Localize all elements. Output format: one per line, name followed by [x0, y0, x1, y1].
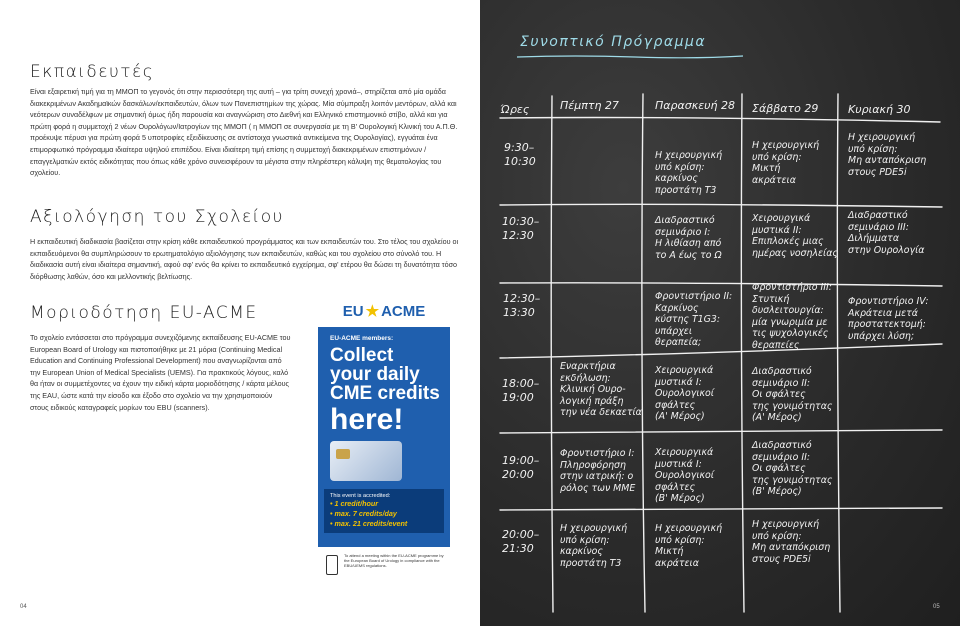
cell-sun-slot1: Η χειρουργική υπό κρίση: Μη ανταπόκριση στους PDE5i	[848, 132, 927, 178]
flyer-members-label: EU-ACME members:	[330, 335, 394, 342]
urology-logo-icon	[326, 555, 338, 575]
cell-sat-slot3: Φροντιστήριο ΙΙΙ: Στυτική δυσλειτουργία: μία γνωριμία με τις ψυχολογικές θεραπείες	[752, 282, 832, 351]
section-text-accreditation: Το σχολείο εντάσσεται στο πρόγραμμα συνεχιζόμενης εκπαίδευσης EU-ACME του European Board of Urology και πιστοποιήθηκε με 21 μόρια (Continuing Medical Education and Continuing Professional Development) που αναγνωρίζονται από την European Union of Medical Specialists (UEMS). Για πρακτικούς λόγους, καλό θα ήταν οι συμμετέχοντες να έχουν την ειδική κάρτα μοριοδότησης / κάρτα μέλους της EAU, ώστε κατά την είσοδο και έξοδο στο σχολείο να την χρησιμοποιούν στους ειδικούς καταγραφείς μορίων του EBU (scanners).	[30, 333, 291, 412]
section-title-evaluation: Αξιολόγηση του Σχολείου	[30, 207, 284, 227]
time-slot-2: 10:30– 12:30	[502, 215, 540, 242]
time-slot-3: 12:30– 13:30	[503, 292, 541, 319]
membership-card-image	[330, 441, 402, 481]
time-slot-6: 20:00– 21:30	[502, 528, 540, 555]
cell-fri-slot2: Διαδραστικό σεμινάριο Ι: Η λιθίαση από το Α έως το Ω	[655, 215, 722, 261]
cell-sat-slot5: Διαδραστικό σεμινάριο ΙΙ: Οι σφάλτες της γονιμότητας (Β' Μέρος)	[752, 440, 833, 497]
header-friday: Παρασκευή 28	[655, 99, 735, 112]
flyer-accreditation-box	[324, 489, 444, 533]
flyer-footer	[318, 547, 450, 597]
cell-fri-slot6: Η χειρουργική υπό κρίση: Μικτή ακράτεια	[655, 523, 723, 569]
eu-acme-logo	[318, 295, 450, 327]
cell-sat-slot6: Η χειρουργική υπό κρίση: Μη ανταπόκριση στους PDE5i	[752, 519, 831, 565]
flyer-headline-here: here!	[330, 403, 404, 436]
section-title-accreditation: Μοριοδότηση EU-ACME	[30, 303, 258, 323]
time-slot-1: 9:30– 10:30	[504, 141, 536, 168]
header-thursday: Πέμπτη 27	[560, 99, 619, 112]
schedule-title: Συνοπτικό Πρόγραμμα	[520, 34, 707, 50]
time-slot-4: 18:00– 19:00	[502, 377, 540, 404]
cell-sat-slot4: Διαδραστικό σεμινάριο ΙΙ: Οι σφάλτες της γονιμότητας (Α' Μέρος)	[752, 366, 833, 423]
cell-sat-slot1: Η χειρουργική υπό κρίση: Μικτή ακράτεια	[752, 140, 820, 186]
section-title-instructors: Εκπαιδευτές	[30, 62, 155, 82]
flyer-accredited-label: This event is accredited:	[330, 493, 391, 499]
flyer-credit-day: • max. 7 credits/day	[330, 509, 397, 518]
cell-sun-slot3: Φροντιστήριο ΙV: Ακράτεια μετά προστατεκτομή: υπάρχει λύση;	[848, 296, 929, 342]
cell-fri-slot5: Χειρουργικά μυστικά Ι: Ουρολογικοί σφάλτες (Β' Μέρος)	[655, 447, 714, 504]
page-number-left: 04	[20, 604, 27, 610]
cell-thu-slot6: Η χειρουργική υπό κρίση: καρκίνος προστάτη Τ3	[560, 523, 628, 569]
cell-sun-slot2: Διαδραστικό σεμινάριο ΙΙΙ: Διλήμματα στην Ουρολογία	[848, 210, 925, 256]
section-text-evaluation: Η εκπαιδευτική διαδικασία βασίζεται στην κρίση κάθε εκπαιδευτικού προγράμματος και των εκπαιδευτών του. Στο τέλος του σχολείου οι εκπαιδευόμενοι θα συμπληρώσουν το ερωτηματολόγιο αξιολόγησης των εκπαιδευτών, καθώς και του σχολείου στο σύνολό του. Η διαδικασία αυτή είναι ιδιαίτερα σημαντική, αφού σφ' ενός θα κρίνει το εκπαιδευτικό εγχείρημα, σφ' ετέρου θα δώσει τη δυνατότητα τόσο διόρθωσης λαθών, όσο και μελλοντικής βελτίωσης.	[30, 237, 459, 281]
time-slot-5: 19:00– 20:00	[502, 454, 540, 481]
flyer-footer-text: To attend a meeting within the EU-ACME programme by the European Board of Urology in compliance with the EBU/UEMS regulations.	[344, 553, 444, 568]
page-number-right: 05	[933, 604, 940, 610]
cell-sat-slot2: Χειρουργικά μυστικά ΙΙ: Επιπλοκές μιας ημέρας νοσηλείας	[752, 213, 838, 259]
cell-thu-slot4: Εναρκτήρια εκδήλωση: Κλινική Ουρο- λογική πράξη την νέα δεκαετία	[560, 361, 642, 418]
logo-acme-text: ACME	[381, 302, 426, 320]
flyer-headline-3: CME credits	[330, 383, 440, 404]
flyer-headline-1: Collect	[330, 345, 394, 366]
cell-fri-slot3: Φροντιστήριο ΙΙ: Καρκίνος κύστης Τ1G3: υπάρχει θεραπεία;	[655, 291, 733, 348]
header-hours: Ώρες	[500, 103, 530, 116]
section-text-instructors: Είναι εξαιρετική τιμή για τη ΜΜΟΠ το γεγονός ότι στην περισσότερη της αυτή – για τρίτη συνεχή χρονιά–, στηρίζεται από μία ομάδα διακεκριμένων Ακαδημαϊκών δασκάλων/εκπαιδευτών, όλων των Πανεπιστημίων της χώρας. Μία σύμπραξη λοιπόν μεντόρων, αλλά και νεότερων συναδέλφων με σημαντική όμως ήδη παρουσία και αναγνώριση στο Διεθνή και Ελληνικό επιστημονικό στίβο, αλλά και για πρώτη φορά η συμμετοχή 2 νέων Ουρολόγων/Ιατρογίων της ΜΜΟΠ ( η ΜΜΟΠ σε συνεργασία με τη Β' Ουρολογική Κλινική του Α.Π.Θ. προέκυψε πέρυσι για πρώτη φορά 5 υποτροφίες εξειδίκευσης σε αντίστοιχα γνωστικά αντικείμενα της Ουρολογίας), εγγυάται ένα επιμορφωτικό πρόγραμμα ιδιαίτερα υψηλού επιπέδου. Είναι ιδιαίτερη τιμή επίσης η συμμετοχή διακεκριμένων επιστημόνων / επαγγελματιών εκτός ειδικότητας που όπως κάθε χρόνο συνεισφέρουν τα μέγιστα στην πληρέστερη κάλυψη της θεματολογίας του σχολείου.	[30, 87, 458, 178]
header-sunday: Κυριακή 30	[848, 103, 911, 116]
cell-thu-slot5: Φροντιστήριο Ι: Πληροφόρηση στην ιατρική: ο ρόλος των ΜΜΕ	[560, 448, 636, 494]
star-icon: ★	[365, 303, 380, 320]
cell-fri-slot4: Χειρουργικά μυστικά Ι: Ουρολογικοί σφάλτες (Α' Μέρος)	[655, 365, 714, 422]
flyer-headline-2: your daily	[330, 364, 420, 385]
flyer-credit-event: • max. 21 credits/event	[330, 519, 408, 528]
eu-acme-flyer	[318, 295, 450, 597]
header-saturday: Σάββατο 29	[752, 102, 819, 115]
flyer-credit-hour: • 1 credit/hour	[330, 499, 379, 508]
cell-fri-slot1: Η χειρουργική υπό κρίση: καρκίνος προστάτη Τ3	[655, 150, 723, 196]
logo-eu-text: EU	[342, 302, 364, 320]
